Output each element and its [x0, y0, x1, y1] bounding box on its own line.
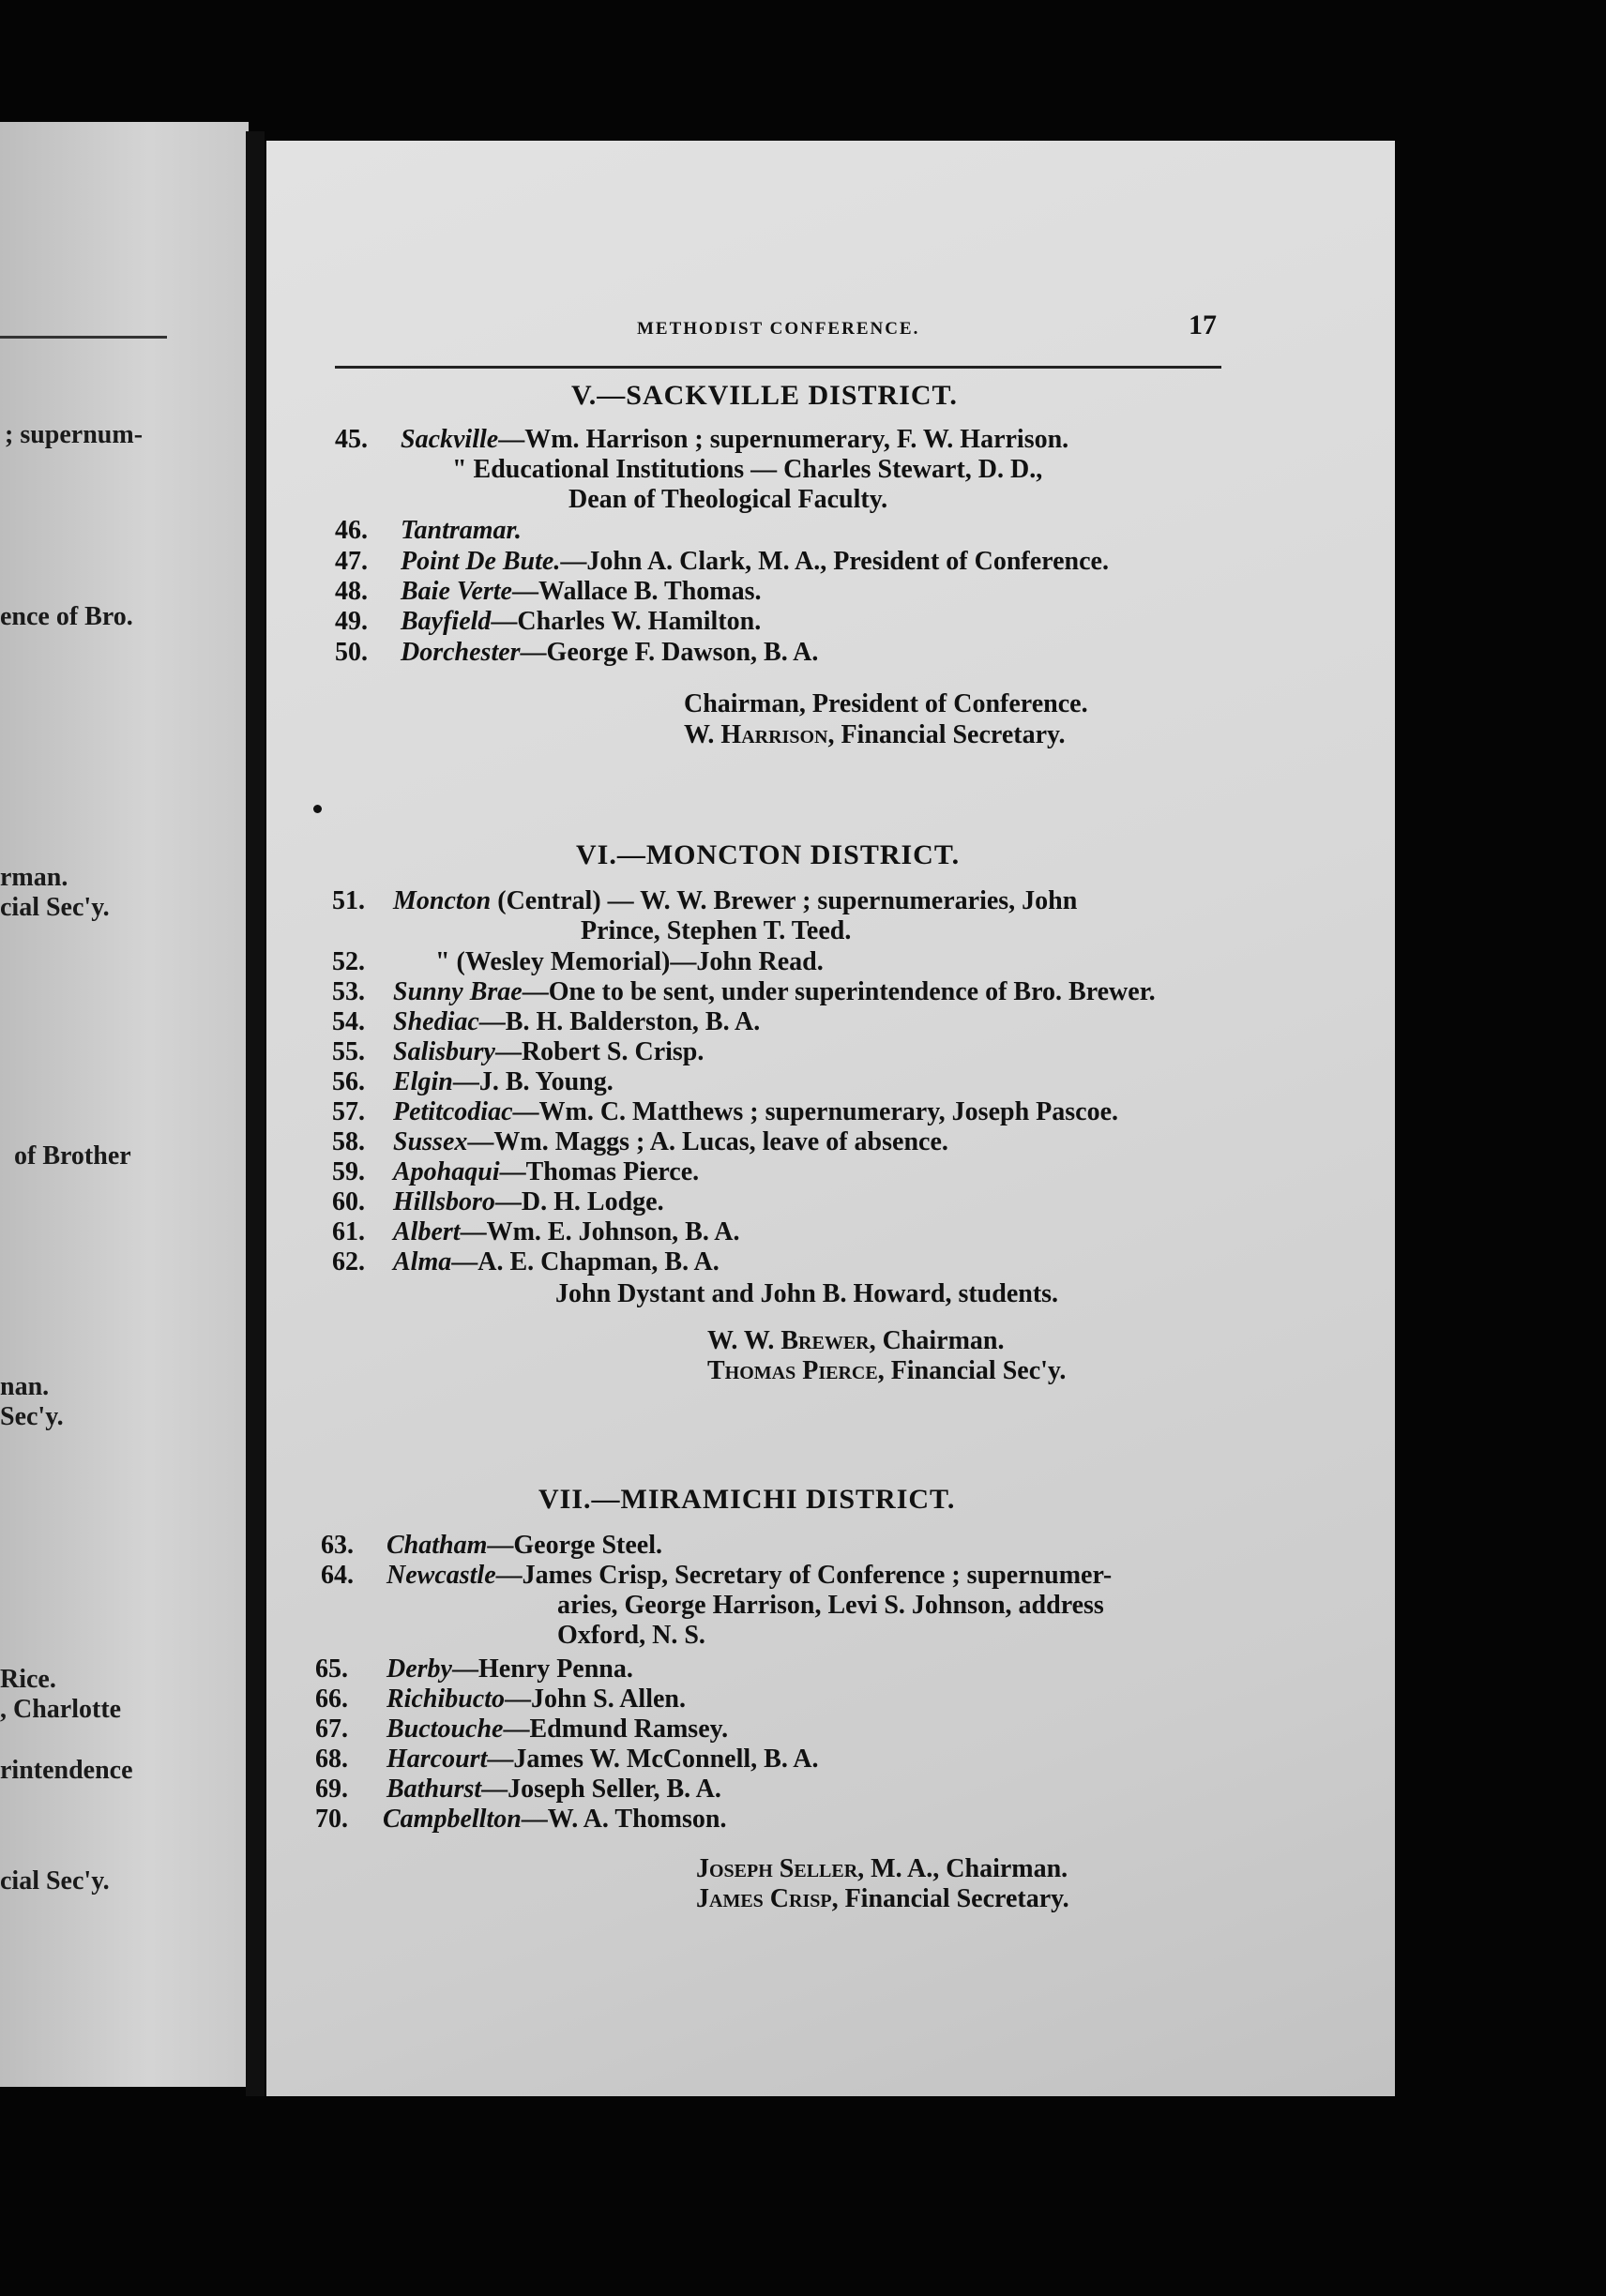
entry-continuation: Prince, Stephen T. Teed.	[581, 916, 852, 945]
left-fragment: , Charlotte	[0, 1695, 122, 1724]
ink-spot	[313, 805, 322, 813]
entry-number: 64.	[321, 1561, 354, 1590]
circuit-entry	[386, 1684, 686, 1714]
entry-number: 56.	[332, 1067, 365, 1096]
left-fragment: rintendence	[0, 1756, 133, 1785]
left-fragment: rman.	[0, 863, 68, 892]
circuit-appointment: —Wm. Maggs ; A. Lucas, leave of absence.	[467, 1127, 948, 1156]
entry-number: 49.	[335, 607, 368, 636]
circuit-entry	[393, 886, 1077, 916]
circuit-appointment: —John S. Allen.	[505, 1684, 686, 1714]
entry-number: 58.	[332, 1127, 365, 1156]
entry-number: 70.	[315, 1805, 348, 1834]
circuit-entry	[386, 1654, 633, 1684]
signatory-name: W. W. Brewer	[707, 1326, 870, 1355]
entry-number: 69.	[315, 1775, 348, 1804]
circuit-appointment: —Edmund Ramsey.	[503, 1714, 729, 1744]
circuit-appointment: —W. A. Thomson.	[521, 1805, 727, 1834]
circuit-entry	[383, 1805, 726, 1835]
circuit-appointment: —Wm. C. Matthews ; supernumerary, Joseph Pascoe.	[512, 1097, 1119, 1126]
circuit-name: Baie Verte	[401, 577, 512, 606]
entry-number: 54.	[332, 1007, 365, 1036]
circuit-entry	[393, 1187, 664, 1217]
signatory-name: W. Harrison	[684, 720, 828, 749]
entry-number: 45.	[335, 425, 368, 454]
entry-continuation: aries, George Harrison, Levi S. Johnson, address	[557, 1591, 1104, 1620]
circuit-entry	[393, 1157, 699, 1187]
circuit-name: Petitcodiac	[393, 1097, 513, 1126]
circuit-entry	[393, 1097, 1118, 1127]
entry-number: 55.	[332, 1037, 365, 1066]
entry-number: 57.	[332, 1097, 365, 1126]
circuit-entry	[386, 1531, 662, 1561]
district-signature	[707, 1326, 1005, 1356]
circuit-appointment: —George F. Dawson, B. A.	[520, 638, 819, 667]
circuit-name: Newcastle	[386, 1561, 496, 1590]
book-page	[266, 141, 1395, 2096]
left-fragment: Sec'y.	[0, 1402, 64, 1431]
circuit-entry	[386, 1745, 819, 1775]
circuit-appointment: —Henry Penna.	[451, 1654, 633, 1684]
district-title-moncton: VI.—MONCTON DISTRICT.	[576, 839, 961, 870]
district-signature	[696, 1884, 1069, 1914]
signatory-role: , M. A., Chairman.	[857, 1854, 1068, 1883]
circuit-name: Chatham	[386, 1531, 488, 1560]
signatory-name: Joseph Seller	[696, 1854, 858, 1883]
header-rule	[335, 366, 1221, 369]
circuit-appointment: —Thomas Pierce.	[499, 1157, 700, 1186]
signatory-name: Thomas Pierce	[707, 1356, 878, 1385]
circuit-name: Alma	[393, 1247, 452, 1276]
circuit-appointment: —Wallace B. Thomas.	[512, 577, 762, 606]
circuit-appointment: —George Steel.	[487, 1531, 662, 1560]
entry-number: 67.	[315, 1714, 348, 1744]
circuit-entry	[401, 425, 1068, 455]
circuit-appointment: —D. H. Lodge.	[494, 1187, 664, 1216]
circuit-appointment: —A. E. Chapman, B. A.	[451, 1247, 720, 1276]
circuit-entry	[401, 638, 818, 668]
entry-number: 62.	[332, 1247, 365, 1276]
circuit-entry	[393, 1067, 614, 1097]
circuit-appointment: (Central) — W. W. Brewer ; supernumeraries, John	[491, 886, 1078, 915]
entry-number: 46.	[335, 516, 368, 545]
left-page-fragment	[0, 122, 249, 2087]
district-signature	[684, 720, 1065, 750]
entry-number: 68.	[315, 1745, 348, 1774]
left-fragment: nan.	[0, 1372, 50, 1401]
circuit-name: Tantramar.	[401, 516, 522, 545]
district-title-miramichi: VII.—MIRAMICHI DISTRICT.	[538, 1484, 956, 1515]
circuit-name: Buctouche	[386, 1714, 504, 1744]
circuit-name: Salisbury	[393, 1037, 495, 1066]
circuit-entry	[393, 1037, 704, 1067]
entry-number: 66.	[315, 1684, 348, 1714]
circuit-name: Albert	[393, 1217, 461, 1246]
entry-number: 61.	[332, 1217, 365, 1246]
left-fragment: cial Sec'y.	[0, 893, 110, 922]
circuit-name: Harcourt	[386, 1745, 488, 1774]
circuit-entry	[393, 1007, 760, 1037]
circuit-name: Point De Bute.	[401, 547, 561, 576]
circuit-appointment: —J. B. Young.	[452, 1067, 614, 1096]
circuit-name: Richibucto	[386, 1684, 506, 1714]
signatory-role: , Financial Secretary.	[831, 1884, 1069, 1913]
left-fragment: ence of Bro.	[0, 602, 133, 631]
circuit-name: Sunny Brae	[393, 977, 523, 1006]
entry-number: 48.	[335, 577, 368, 606]
entry-continuation: " Educational Institutions — Charles Stewart, D. D.,	[452, 455, 1043, 484]
entry-continuation: Oxford, N. S.	[557, 1621, 705, 1650]
circuit-name: Dorchester	[401, 638, 521, 667]
entry-number: 51.	[332, 886, 365, 915]
circuit-entry	[393, 1217, 740, 1247]
circuit-entry	[393, 1247, 720, 1277]
circuit-entry	[401, 516, 522, 546]
circuit-entry	[401, 607, 761, 637]
entry-number: 60.	[332, 1187, 365, 1216]
entry-continuation: John Dystant and John B. Howard, students.	[555, 1279, 1059, 1308]
signatory-role: , Chairman.	[869, 1326, 1005, 1355]
book-gutter	[246, 131, 265, 2096]
circuit-name: Hillsboro	[393, 1187, 495, 1216]
circuit-name: Moncton	[393, 886, 492, 915]
circuit-entry: " (Wesley Memorial)—John Read.	[435, 947, 824, 976]
circuit-appointment: —John A. Clark, M. A., President of Conference.	[560, 547, 1109, 576]
circuit-name: Derby	[386, 1654, 452, 1684]
circuit-entry	[386, 1561, 1112, 1591]
circuit-name: Bathurst	[386, 1775, 482, 1804]
circuit-appointment: —Charles W. Hamilton.	[491, 607, 762, 636]
circuit-name: Campbellton	[383, 1805, 522, 1834]
district-signature	[707, 1356, 1066, 1386]
circuit-name: Sussex	[393, 1127, 468, 1156]
entry-number: 65.	[315, 1654, 348, 1684]
circuit-entry	[401, 547, 1109, 577]
circuit-name: Elgin	[393, 1067, 453, 1096]
entry-number: 53.	[332, 977, 365, 1006]
circuit-appointment: —Wm. E. Johnson, B. A.	[460, 1217, 740, 1246]
circuit-appointment: —One to be sent, under superintendence of Bro. Brewer.	[522, 977, 1156, 1006]
signatory-role: , Financial Sec'y.	[877, 1356, 1067, 1385]
circuit-entry	[393, 1127, 948, 1157]
circuit-entry	[401, 577, 762, 607]
entry-number: 59.	[332, 1157, 365, 1186]
left-fragment: Rice.	[0, 1665, 56, 1694]
circuit-entry	[393, 977, 1156, 1007]
entry-number: 63.	[321, 1531, 354, 1560]
district-signature	[696, 1854, 1068, 1884]
circuit-appointment: —Wm. Harrison ; supernumerary, F. W. Harrison.	[498, 425, 1069, 454]
district-title-sackville: V.—SACKVILLE DISTRICT.	[571, 380, 958, 411]
left-fragment: of Brother	[14, 1141, 131, 1171]
entry-number: 50.	[335, 638, 368, 667]
left-fragment: cial Sec'y.	[0, 1866, 110, 1896]
left-fragment: ; supernum-	[5, 420, 144, 449]
entry-number: 52.	[332, 947, 365, 976]
signatory-name: James Crisp	[696, 1884, 832, 1913]
circuit-appointment: —Robert S. Crisp.	[494, 1037, 705, 1066]
circuit-appointment: —B. H. Balderston, B. A.	[478, 1007, 761, 1036]
left-page-rule	[0, 336, 167, 339]
entry-number: 47.	[335, 547, 368, 576]
circuit-name: Bayfield	[401, 607, 492, 636]
page-number: 17	[1189, 310, 1217, 340]
signatory-role: , Financial Secretary.	[827, 720, 1066, 749]
running-head: METHODIST CONFERENCE.	[637, 319, 920, 339]
circuit-appointment: —James Crisp, Secretary of Conference ; supernumer-	[495, 1561, 1113, 1590]
circuit-appointment: —Joseph Seller, B. A.	[481, 1775, 721, 1804]
district-signature	[684, 689, 1088, 719]
circuit-name: Shediac	[393, 1007, 479, 1036]
circuit-entry	[386, 1775, 721, 1805]
entry-continuation: Dean of Theological Faculty.	[568, 485, 888, 514]
circuit-name: Apohaqui	[393, 1157, 500, 1186]
circuit-appointment: —James W. McConnell, B. A.	[487, 1745, 819, 1774]
signatory-role: Chairman, President of Conference.	[684, 689, 1088, 718]
circuit-entry	[386, 1714, 728, 1745]
circuit-name: Sackville	[401, 425, 499, 454]
